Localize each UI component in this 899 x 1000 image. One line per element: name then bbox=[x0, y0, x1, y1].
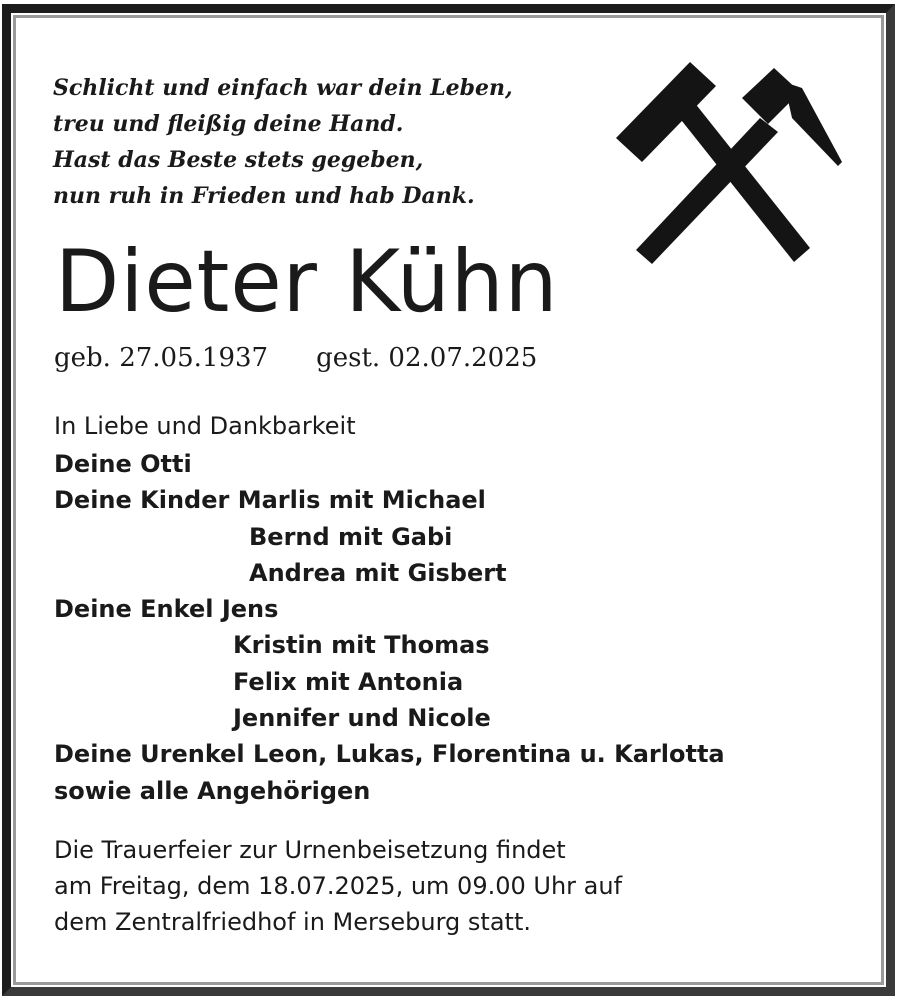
grandchild-entry: Felix mit Antonia bbox=[233, 667, 464, 696]
death-date: gest. 02.07.2025 bbox=[316, 343, 538, 373]
poem-line: nun ruh in Frieden und hab Dank. bbox=[53, 183, 475, 209]
birth-date: geb. 27.05.1937 bbox=[54, 343, 269, 373]
ceremony-line: dem Zentralfriedhof in Merseburg statt. bbox=[54, 908, 531, 936]
dedication-intro: In Liebe und Dankbarkeit bbox=[54, 412, 356, 440]
grandchild-entry: Jennifer und Nicole bbox=[233, 704, 491, 733]
children-label: Deine Kinder bbox=[54, 486, 230, 515]
child-entry: Marlis mit Michael bbox=[237, 486, 486, 515]
child-entry: Bernd mit Gabi bbox=[249, 522, 453, 551]
grandchildren-line bbox=[54, 591, 725, 627]
great-grandchildren-line: Deine Urenkel Leon, Lukas, Florentina u. Karlotta bbox=[54, 740, 725, 769]
deceased-name: Dieter Kühn bbox=[55, 232, 559, 332]
ceremony-line: am Freitag, dem 18.07.2025, um 09.00 Uhr auf bbox=[54, 872, 623, 900]
children-line bbox=[54, 482, 725, 518]
poem-line: Hast das Beste stets gegeben, bbox=[53, 147, 424, 173]
poem-line: Schlicht und einfach war dein Leben, bbox=[53, 75, 513, 101]
hammer-and-pick-icon bbox=[612, 58, 848, 268]
grandchild-entry: Jens bbox=[221, 595, 279, 624]
relatives-line: sowie alle Angehörigen bbox=[54, 776, 371, 805]
child-entry: Andrea mit Gisbert bbox=[249, 558, 507, 587]
pick-blade bbox=[784, 82, 842, 166]
poem-line: treu und fleißig deine Hand. bbox=[53, 111, 404, 137]
ceremony-notice bbox=[54, 832, 622, 940]
grandchildren-label: Deine Enkel bbox=[54, 595, 214, 624]
hammer-handle bbox=[678, 102, 810, 262]
ceremony-line: Die Trauerfeier zur Urnenbeisetzung findet bbox=[54, 836, 566, 864]
memorial-poem bbox=[53, 70, 513, 214]
mourners-list bbox=[54, 446, 725, 809]
spouse-line: Deine Otti bbox=[54, 450, 192, 478]
life-dates bbox=[54, 343, 537, 373]
grandchild-entry: Kristin mit Thomas bbox=[233, 631, 490, 660]
